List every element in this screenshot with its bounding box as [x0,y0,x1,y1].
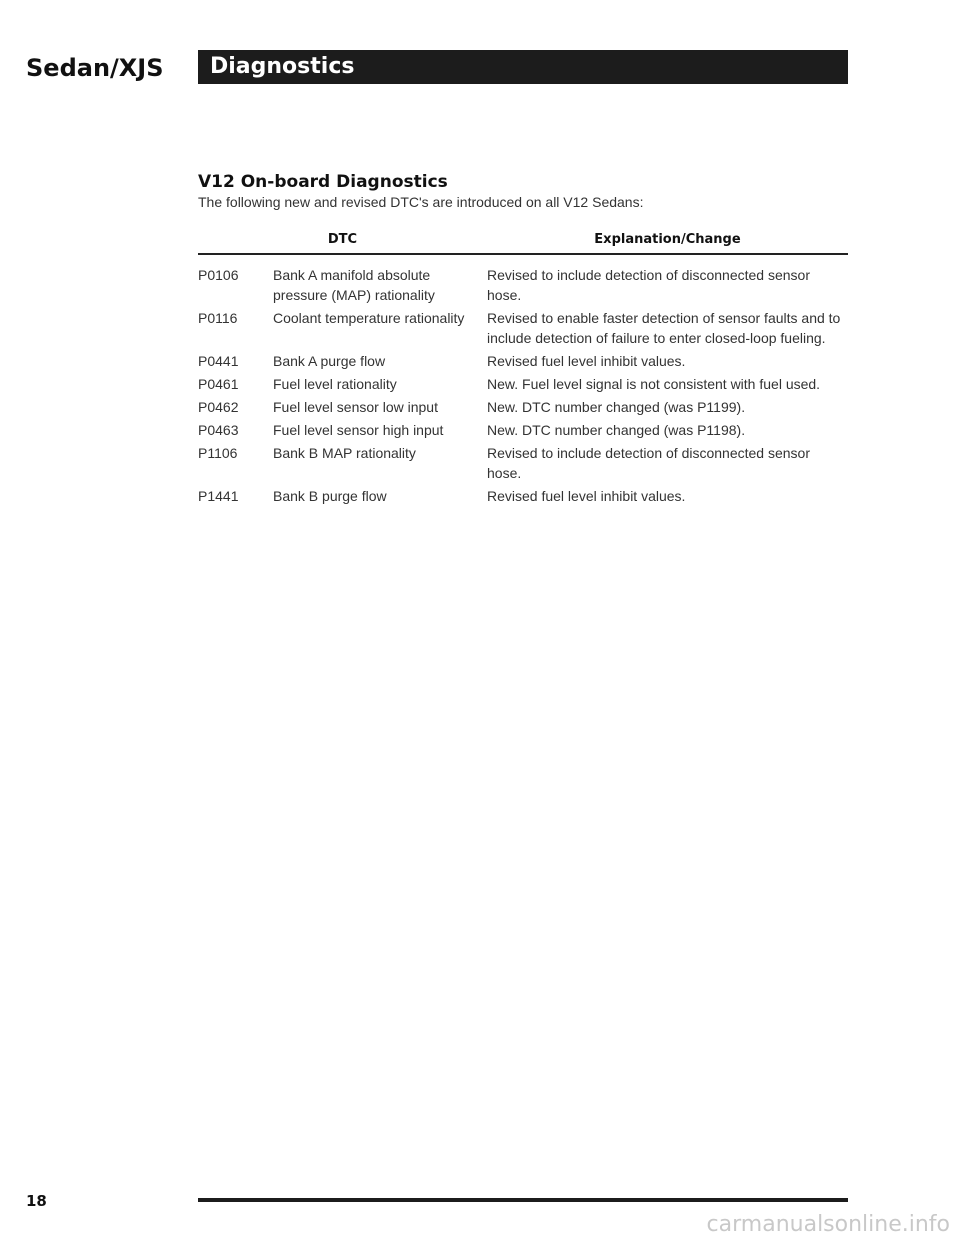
dtc-description: Fuel level sensor high input [273,422,444,438]
watermark: carmanualsonline.info [706,1212,950,1237]
table-header-row [198,228,848,254]
dtc-description: Fuel level sensor low input [273,399,438,415]
explanation-column-header: Explanation/Change [487,228,848,254]
dtc-description: Bank A manifold absolute pressure (MAP) rationality [273,267,435,303]
dtc-code: P0463 [198,422,239,438]
footer-rule [198,1198,848,1202]
brand-title: Sedan/XJS [26,54,164,82]
section-header-title: Diagnostics [210,54,355,79]
dtc-code: P1441 [198,488,239,504]
table-row [198,397,848,420]
table-row [198,374,848,397]
dtc-explanation: Revised to enable faster detection of sensor faults and to include detection of failure to enter closed-loop fueling. [487,310,841,346]
dtc-code: P0461 [198,376,239,392]
dtc-description: Bank B MAP rationality [273,445,416,461]
table-row [198,443,848,486]
page-number: 18 [26,1192,47,1210]
dtc-code: P0106 [198,267,239,283]
table-row [198,486,848,509]
dtc-explanation: Revised to include detection of disconnected sensor hose. [487,267,810,303]
table-row [198,308,848,351]
table-row [198,351,848,374]
dtc-code: P0116 [198,310,238,326]
dtc-description: Bank B purge flow [273,488,387,504]
dtc-code: P1106 [198,445,238,461]
dtc-explanation: New. DTC number changed (was P1199). [487,399,746,415]
section-header-bar [198,50,848,84]
dtc-explanation: Revised fuel level inhibit values. [487,353,686,369]
dtc-description: Coolant temperature rationality [273,310,465,326]
dtc-description: Fuel level rationality [273,376,397,392]
page-title: V12 On-board Diagnostics [198,172,448,192]
dtc-explanation: Revised to include detection of disconnected sensor hose. [487,445,810,481]
dtc-explanation: New. Fuel level signal is not consistent with fuel used. [487,376,821,392]
dtc-code: P0441 [198,353,239,369]
dtc-code: P0462 [198,399,239,415]
dtc-column-header: DTC [198,228,487,254]
intro-text: The following new and revised DTC's are introduced on all V12 Sedans: [198,194,644,210]
table-row [198,420,848,443]
dtc-explanation: New. DTC number changed (was P1198). [487,422,746,438]
dtc-explanation: Revised fuel level inhibit values. [487,488,686,504]
dtc-table [198,228,848,509]
dtc-description: Bank A purge flow [273,353,386,369]
table-row [198,254,848,308]
